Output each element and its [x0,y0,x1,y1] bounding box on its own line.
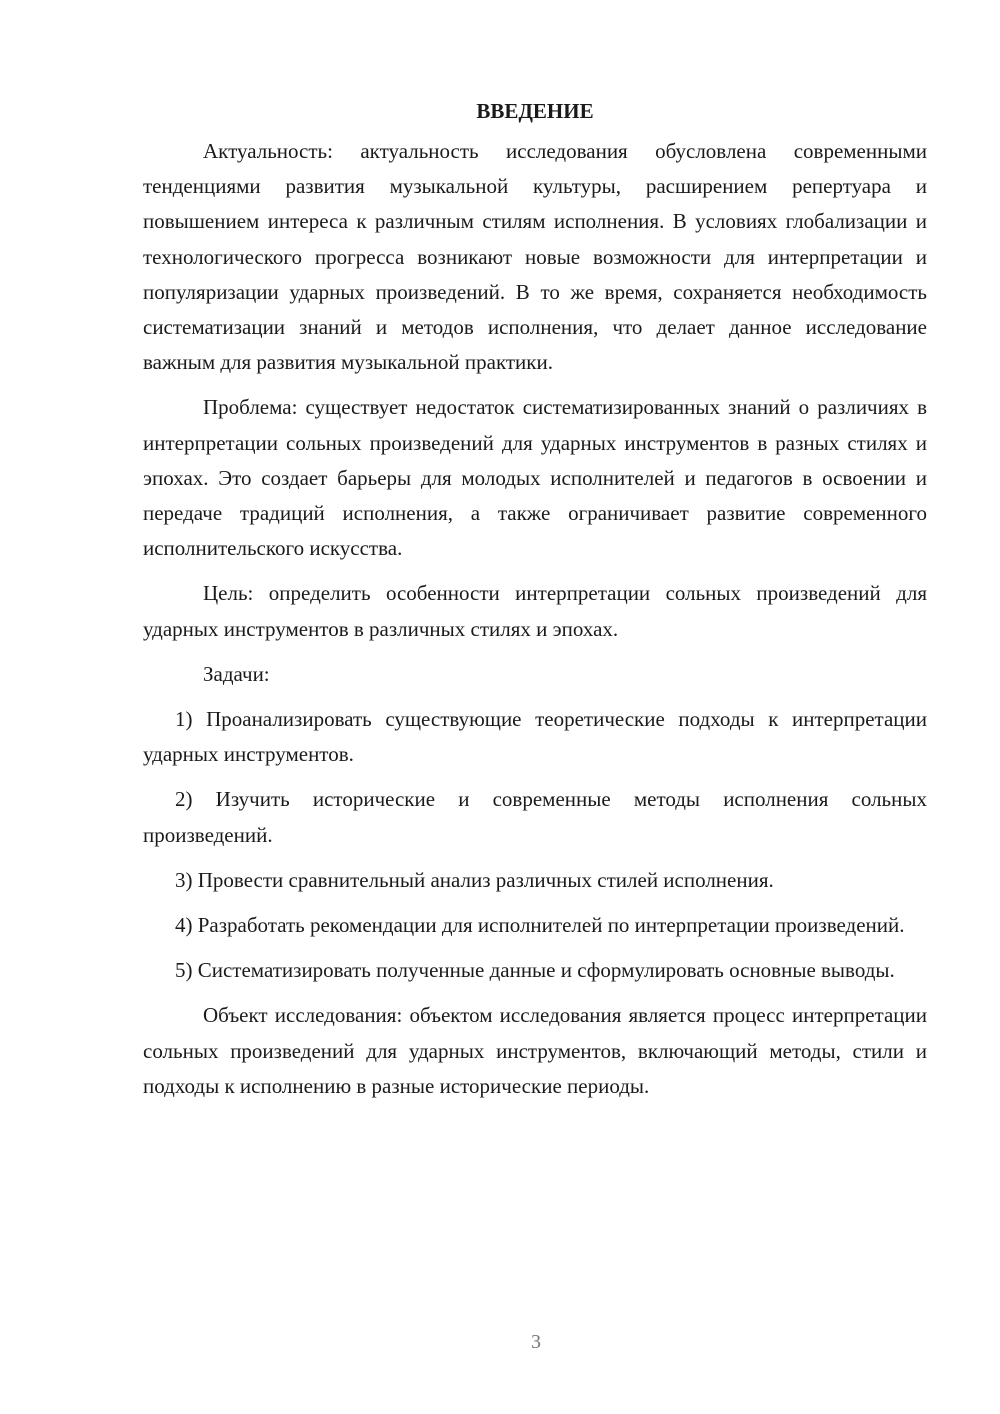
page-content [143,92,927,1114]
paragraph-relevance: Актуальность: актуальность исследования обусловлена современными тенденциями развития музыкальной культуры, расширением репертуара и повышением интереса к различным стилям исполнения. В условиях глобализации и технологического прогресса возникают новые возможности для интерпретации и популяризации ударных произведений. В то же время, сохраняется необходимость систематизации знаний и методов исполнения, что делает данное исследование важным для развития музыкальной практики. [143,139,927,375]
paragraph-goal: Цель: определить особенности интерпретации сольных произведений для ударных инструментов в различных стилях и эпохах. [143,581,927,641]
section-title: ВВЕДЕНИЕ [476,99,594,123]
paragraph-object: Объект исследования: объектом исследования является процесс интерпретации сольных произведений для ударных инструментов, включающий методы, стили и подходы к исполнению в разные исторические периоды. [143,1003,927,1098]
paragraph-problem: Проблема: существует недостаток систематизированных знаний о различиях в интерпретации сольных произведений для ударных инструментов в разных стилях и эпохах. Это создает барьеры для молодых исполнителей и педагогов в освоении и передаче традиций исполнения, а также ограничивает развитие современного исполнительского искусства. [143,395,927,561]
task-item: 5) Систематизировать полученные данные и сформулировать основные выводы. [175,958,895,983]
page-number: 3 [531,1331,541,1353]
task-item: 2) Изучить исторические и современные методы исполнения сольных произведений. [143,787,927,847]
task-item: 4) Разработать рекомендации для исполнителей по интерпретации произведений. [175,913,905,938]
task-item: 1) Проанализировать существующие теоретические подходы к интерпретации ударных инструментов. [143,707,927,767]
tasks-heading: Задачи: [203,661,270,686]
task-item: 3) Провести сравнительный анализ различных стилей исполнения. [175,867,774,892]
